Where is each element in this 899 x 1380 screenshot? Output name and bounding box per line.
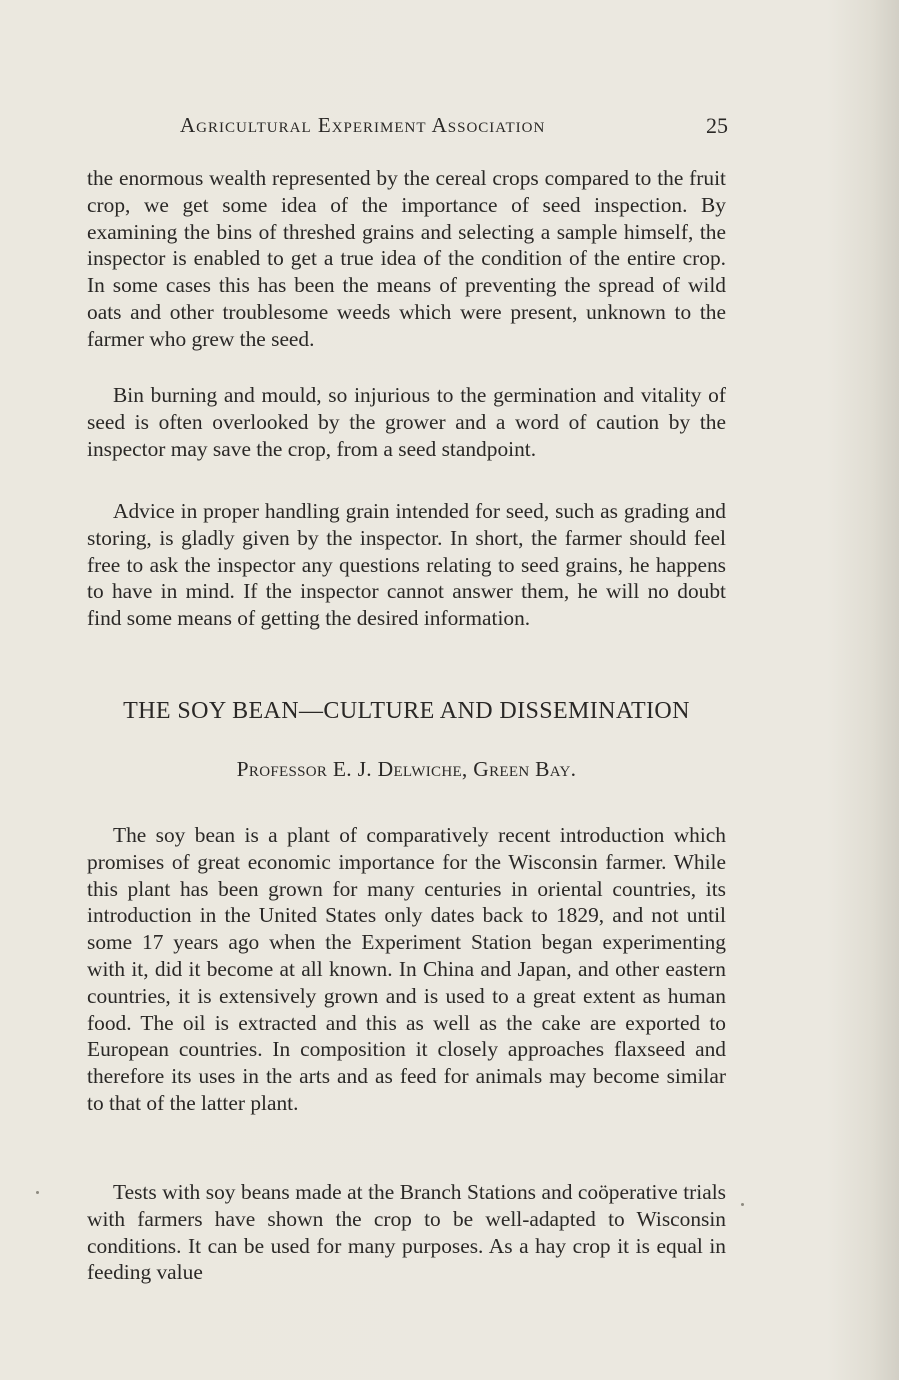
paper-speck bbox=[741, 1203, 744, 1206]
author-byline: Professor E. J. Delwiche, Green Bay. bbox=[236, 757, 577, 781]
paragraph-soy-bean-tests: Tests with soy beans made at the Branch Stations and coöperative trials with farmers have shown the crop to be well-adapted to Wisconsin conditions. It can be used for many purposes. As a hay crop it is equal in feeding value bbox=[87, 1180, 726, 1285]
paragraph-bin-burning: Bin burning and mould, so injurious to the germination and vitality of seed is often overlooked by the grower and a word of caution by the inspector may save the crop, from a seed standpoint. bbox=[87, 383, 726, 461]
paragraph-advice: Advice in proper handling grain intended for seed, such as grading and storing, is gladly given by the inspector. In short, the farmer should feel free to ask the inspector any questions relating to seed grains, he happens to have in mind. If the inspector cannot answer them, he will no doubt find some means of getting the desired information. bbox=[87, 499, 726, 631]
paper-speck bbox=[36, 1191, 39, 1194]
section-title: THE SOY BEAN—CULTURE AND DISSEMINATION bbox=[123, 698, 690, 724]
page-number: 25 bbox=[706, 113, 728, 138]
running-title: Agricultural Experiment Association bbox=[180, 113, 546, 137]
running-head bbox=[180, 113, 728, 143]
paragraph-soy-bean-introduction: The soy bean is a plant of comparatively recent introduction which promises of great economic importance for the Wisconsin farmer. While this plant has been grown for many centuries in oriental countries, its introduction in the United States only dates back to 1829, and not until some 17 years ago when the Experiment Station began experimenting with it, did it become at all known. In China and Japan, and other eastern countries, it is extensively grown and is used to a great extent as human food. The oil is extracted and this as well as the cake are exported to European countries. In composition it closely approaches flaxseed and therefore its uses in the arts and as feed for animals may become similar to that of the latter plant. bbox=[87, 823, 726, 1115]
paragraph-seed-inspection-continued: the enormous wealth represented by the cereal crops compared to the fruit crop, we get some idea of the importance of seed inspection. By examining the bins of threshed grains and selecting a sample himself, the inspector is enabled to get a true idea of the condition of the entire crop. In some cases this has been the means of preventing the spread of wild oats and other troublesome weeds which were present, unknown to the farmer who grew the seed. bbox=[87, 166, 726, 351]
